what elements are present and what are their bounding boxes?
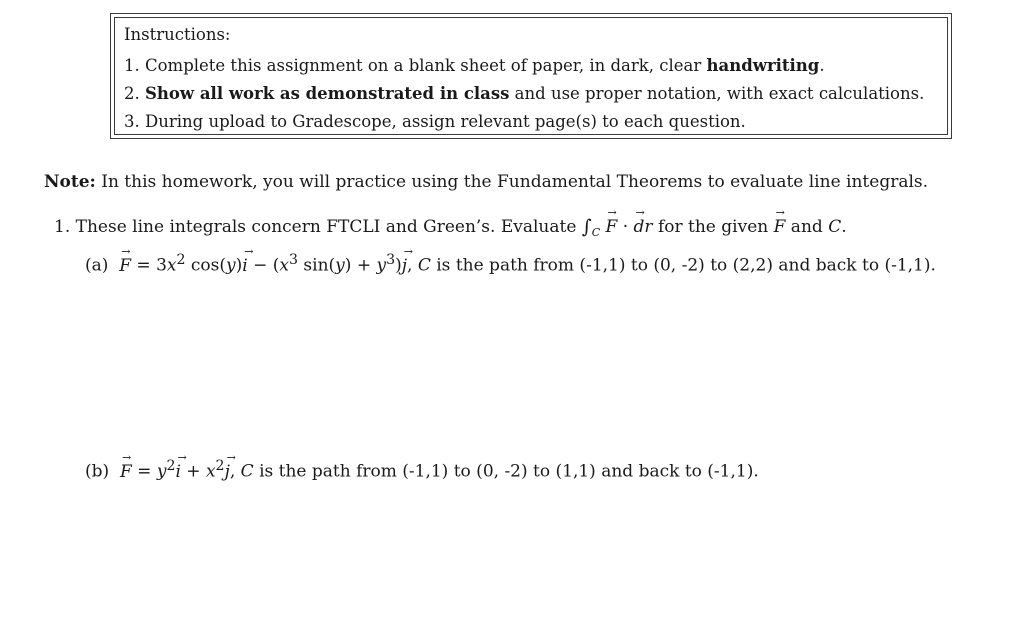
q1-mid: for the given: [652, 217, 774, 237]
instructions-box: [110, 13, 952, 139]
note-label: Note:: [44, 172, 96, 192]
part-b-formula-1: =: [131, 461, 157, 482]
dot-product: ·: [617, 217, 634, 237]
integral-subscript: C: [591, 226, 601, 239]
part-a-formula-3: ): [235, 255, 243, 276]
curve-C: C: [828, 217, 842, 237]
question-1a: [85, 252, 936, 276]
instructions-inner-box: [114, 17, 948, 135]
vector-dr: → dr: [634, 217, 653, 237]
part-b-label: (b): [85, 461, 110, 482]
part-b-plus: +: [180, 461, 206, 482]
part-a-C: C: [417, 255, 431, 276]
instruction-1-text: 1. Complete this assignment on a blank sheet of paper, in dark, clear: [124, 56, 707, 75]
unit-vector-i: → i: [242, 256, 247, 276]
part-a-formula-2: cos(: [185, 255, 227, 276]
instruction-2-bold: Show all work as demonstrated in class: [145, 84, 510, 103]
part-b-comma: ,: [229, 461, 241, 482]
part-a-cube: 3: [289, 252, 299, 268]
part-b-F: → F: [120, 462, 132, 482]
question-1b: [85, 458, 759, 482]
part-a-formula-5: sin(: [298, 255, 336, 276]
part-a-formula-4: − (: [247, 255, 280, 276]
part-a-square: 2: [176, 252, 186, 268]
part-a-F: → F: [119, 256, 131, 276]
part-b-C: C: [240, 461, 254, 482]
part-b-square-2: 2: [215, 458, 225, 474]
q1-end: .: [841, 217, 847, 237]
integral-sign: ∫: [581, 216, 592, 238]
question-1: [54, 216, 847, 239]
unit-vector-j: → j: [402, 256, 407, 276]
instruction-2-text: and use proper notation, with exact calculations.: [509, 84, 925, 103]
part-a-path: is the path from (-1,1) to (0, -2) to (2,2) and back to (-1,1).: [430, 255, 936, 276]
instruction-1-bold: handwriting: [706, 56, 820, 75]
part-b-unit-j: → j: [225, 462, 230, 482]
vector-F-2: → F: [774, 217, 786, 237]
instruction-item-1: [124, 52, 947, 80]
part-a-formula-6: ) +: [344, 255, 377, 276]
instruction-2-num: 2.: [124, 84, 145, 103]
instructions-heading: Instructions:: [124, 25, 231, 44]
part-b-y: y: [156, 461, 167, 482]
note-paragraph: [44, 172, 928, 192]
part-a-y: y: [226, 255, 236, 276]
q1-prefix: 1. These line integrals concern FTCLI and Green’s. Evaluate: [54, 217, 582, 237]
part-a-formula-7: ): [395, 255, 402, 276]
part-b-x: x: [205, 461, 216, 482]
instruction-1-end: .: [819, 56, 825, 75]
instruction-item-3: 3. During upload to Gradescope, assign relevant page(s) to each question.: [124, 112, 746, 131]
note-text: In this homework, you will practice using the Fundamental Theorems to evaluate line integrals.: [95, 172, 929, 192]
part-a-cube-2: 3: [386, 252, 396, 268]
part-a-comma: ,: [407, 255, 418, 276]
part-a-label: (a): [85, 255, 109, 276]
vector-F: → F: [606, 217, 618, 237]
part-a-formula-1: = 3: [131, 255, 167, 276]
part-a-y3: y: [376, 255, 387, 276]
part-b-square: 2: [166, 458, 176, 474]
part-a-y2: y: [335, 255, 345, 276]
instruction-item-2: [124, 80, 947, 108]
part-b-path: is the path from (-1,1) to (0, -2) to (1,1) and back to (-1,1).: [253, 461, 759, 482]
q1-and: and: [785, 217, 829, 237]
part-b-unit-i: → i: [175, 462, 180, 482]
part-a-x2: x: [279, 255, 289, 276]
part-a-x: x: [166, 255, 177, 276]
